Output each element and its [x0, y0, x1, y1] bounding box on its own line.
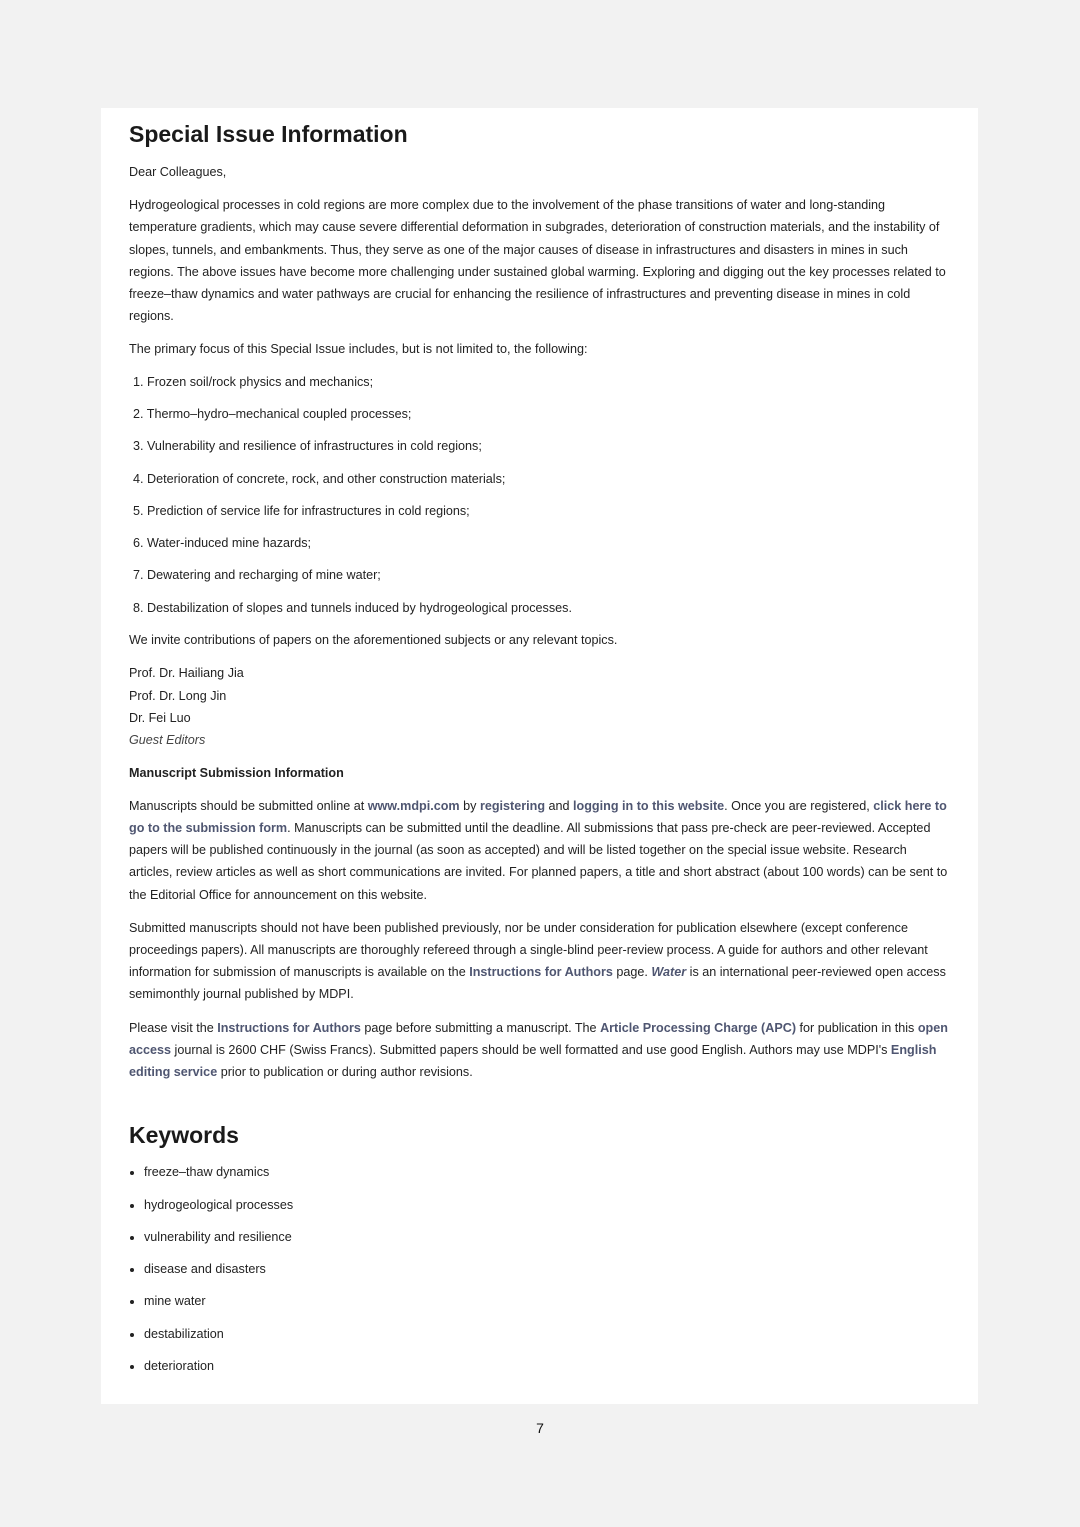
intro-paragraph: Hydrogeological processes in cold regions are more complex due to the involvement of the phase transitions of water and long-standing temperature gradients, which may cause severe differential deformation in subgrades, deterioration of construction materials, and the instability of slopes, tunnels, and embankments. Thus, they serve as one of the major causes of disease in infrastructures and disasters in mines in such regions. The above issues have become more challenging under sustained global warming. Exploring and digging out the key processes related to freeze–thaw dynamics and water pathways are crucial for enhancing the resilience of infrastructures and preventing disease in mines in cold regions.	[129, 198, 946, 324]
keyword-item: disease and disasters	[129, 1258, 950, 1280]
text-span: page before submitting a manuscript. The	[360, 1020, 601, 1035]
apc-link[interactable]: Article Processing Charge (APC)	[600, 1020, 797, 1035]
registering-link[interactable]: registering	[479, 798, 546, 813]
page-number: 7	[536, 1420, 544, 1436]
editors-role: Guest Editors	[129, 733, 206, 748]
keyword-item: mine water	[129, 1290, 950, 1312]
topic-item: 4. Deterioration of concrete, rock, and other construction materials;	[133, 471, 506, 486]
text-span: Submitted manuscripts should not have been published previously, nor be under consideration for publication elsewhere (except conference proceedings papers). All manuscripts are thoroughly refereed through a single-blind peer-review process. A guide for authors and other relevant information for submission of manuscripts is available on the	[129, 920, 928, 980]
journal-name-link[interactable]: Water	[651, 965, 687, 980]
focus-statement: The primary focus of this Special Issue includes, but is not limited to, the following:	[129, 342, 588, 357]
page-content-card	[101, 108, 978, 1404]
text-span: . Manuscripts can be submitted until the deadline. All submissions that pass pre-check are peer-reviewed. Accepted papers will be published continuously in the journal (as soon as accepted) and will be listed together on the special issue website. Research articles, review articles as well as short communications are invited. For planned papers, a title and short abstract (about 100 words) can be sent to the Editorial Office for announcement on this website.	[129, 821, 948, 902]
topic-item: 7. Dewatering and recharging of mine water;	[133, 568, 381, 583]
topics-list	[129, 371, 950, 619]
guest-editors-block	[129, 662, 950, 752]
text-span: prior to publication or during author revisions.	[217, 1065, 473, 1080]
invitation-text: We invite contributions of papers on the aforementioned subjects or any relevant topics.	[129, 633, 618, 647]
manuscript-submission-section	[129, 762, 950, 1083]
text-span: by	[459, 798, 480, 813]
keywords-title: Keywords	[129, 1122, 239, 1149]
editor-name: Prof. Dr. Hailiang Jia	[129, 666, 244, 681]
keyword-item: deterioration	[129, 1355, 950, 1377]
manuscript-heading: Manuscript Submission Information	[129, 765, 344, 780]
text-span: . Once you are registered,	[724, 798, 874, 813]
text-span: page.	[612, 965, 652, 980]
topic-item: 1. Frozen soil/rock physics and mechanics;	[133, 374, 374, 389]
topic-item: 2. Thermo–hydro–mechanical coupled processes;	[133, 406, 412, 421]
text-span: and	[545, 798, 574, 813]
instructions-for-authors-link[interactable]: Instructions for Authors	[217, 1020, 361, 1035]
open-access-link[interactable]: open access	[129, 1020, 948, 1057]
topic-item: 8. Destabilization of slopes and tunnels induced by hydrogeological processes.	[133, 600, 572, 615]
editor-name: Prof. Dr. Long Jin	[129, 688, 227, 703]
editor-name: Dr. Fei Luo	[129, 711, 191, 726]
review-paragraph	[129, 917, 950, 1006]
text-span: journal is 2600 CHF (Swiss Francs). Submitted papers should be well formatted and use good English. Authors may use MDPI's	[171, 1042, 891, 1057]
text-span: Please visit the	[129, 1020, 218, 1035]
topic-item: 6. Water-induced mine hazards;	[133, 536, 312, 551]
english-editing-link[interactable]: English editing service	[129, 1042, 937, 1080]
keyword-item: destabilization	[129, 1323, 950, 1345]
keyword-item: vulnerability and resilience	[129, 1226, 950, 1248]
keyword-item: freeze–thaw dynamics	[129, 1161, 950, 1183]
submission-paragraph	[129, 795, 950, 906]
topic-item: 3. Vulnerability and resilience of infrastructures in cold regions;	[133, 439, 482, 454]
text-span: is an international peer-reviewed open access semimonthly journal published by MDPI.	[129, 965, 946, 1002]
keyword-item: hydrogeological processes	[129, 1194, 950, 1216]
submission-form-link[interactable]: click here to go to the submission form	[129, 798, 947, 836]
text-span: for publication in this	[796, 1020, 918, 1035]
instructions-for-authors-link[interactable]: Instructions for Authors	[469, 965, 613, 980]
mdpi-website-link[interactable]: www.mdpi.com	[367, 798, 460, 813]
greeting: Dear Colleagues,	[129, 165, 227, 179]
keywords-list	[129, 1161, 950, 1377]
login-link[interactable]: logging in to this website	[573, 798, 725, 813]
special-issue-title: Special Issue Information	[129, 121, 408, 147]
apc-paragraph	[129, 1017, 950, 1084]
text-span: Manuscripts should be submitted online at	[129, 798, 368, 813]
topic-item: 5. Prediction of service life for infrastructures in cold regions;	[133, 503, 470, 518]
